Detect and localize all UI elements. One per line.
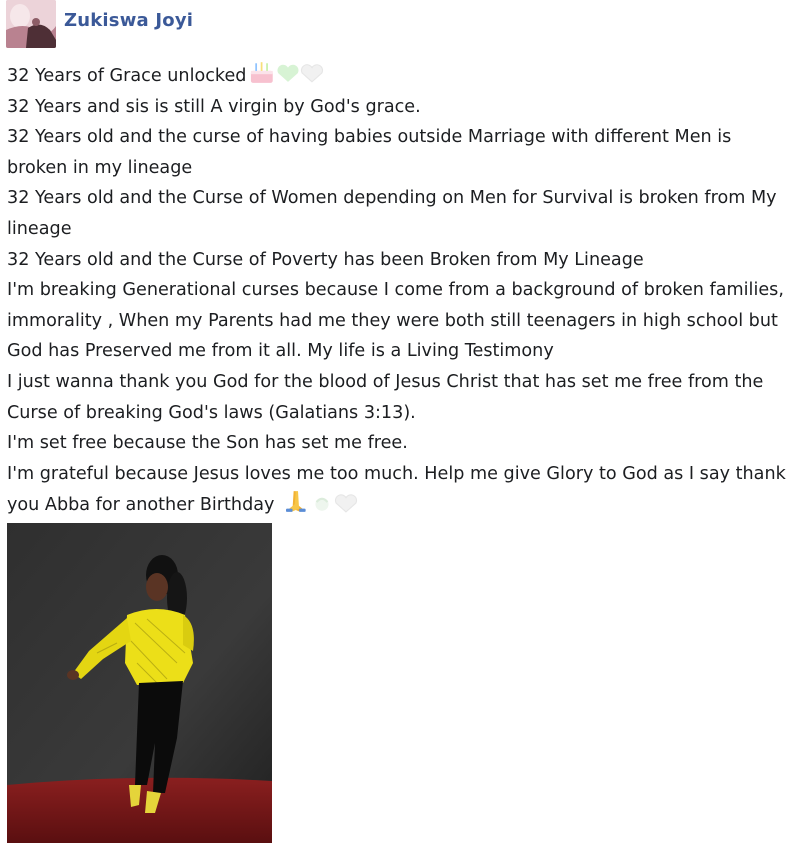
post-line [7, 367, 792, 428]
post-line [7, 92, 792, 123]
post-line-text: 32 Years old and the curse of having babies outside Marriage with different Men is broken in my lineage [7, 127, 732, 178]
post-line [7, 428, 792, 459]
post-line [7, 459, 792, 521]
sparkle-icon [316, 498, 329, 511]
post-line-text: I'm grateful because Jesus loves me too much. Help me give Glory to God as I say thank you Abba for another Birthday [7, 463, 786, 516]
green-heart-icon [278, 65, 299, 82]
praying-hands-icon [286, 491, 306, 512]
post-line [7, 183, 792, 244]
post-line-text: I'm breaking Generational curses because I come from a background of broken families, immorality , When my Parents had me they were both still teenagers in high school but God has Preserved me from it all. My life is a Living Testimony [7, 280, 784, 362]
birthday-closing-emojis [282, 489, 362, 513]
white-heart-icon [302, 65, 323, 82]
author-name[interactable]: Zukiswa Joyi [64, 10, 194, 31]
post-line-text: 32 Years old and the Curse of Women depending on Men for Survival is broken from My lineage [7, 188, 777, 239]
post-line-text: I'm set free because the Son has set me free. [7, 433, 408, 454]
post-body [7, 60, 792, 521]
post-line [7, 60, 792, 92]
post-header [6, 0, 193, 50]
post-line [7, 122, 792, 183]
woman-in-yellow-jacket-photo [7, 523, 272, 843]
post-line-text: I just wanna thank you God for the blood of Jesus Christ that has set me free from the Curse of breaking God's laws (Galatians 3:13). [7, 371, 764, 423]
post-line-text: 32 Years of Grace unlocked [7, 66, 247, 86]
profile-avatar[interactable] [6, 0, 56, 48]
post-line [7, 245, 792, 276]
white-heart-icon [336, 495, 357, 512]
birthday-cake-icon [251, 62, 273, 83]
post-line-text: 32 Years and sis is still A virgin by God's grace. [7, 96, 421, 117]
birthday-emojis [248, 60, 328, 84]
post-line-text: 32 Years old and the Curse of Poverty has been Broken from My Lineage [7, 249, 644, 270]
avatar-photo-icon [6, 0, 56, 48]
post-line [7, 275, 792, 367]
post-photo[interactable] [7, 523, 272, 843]
